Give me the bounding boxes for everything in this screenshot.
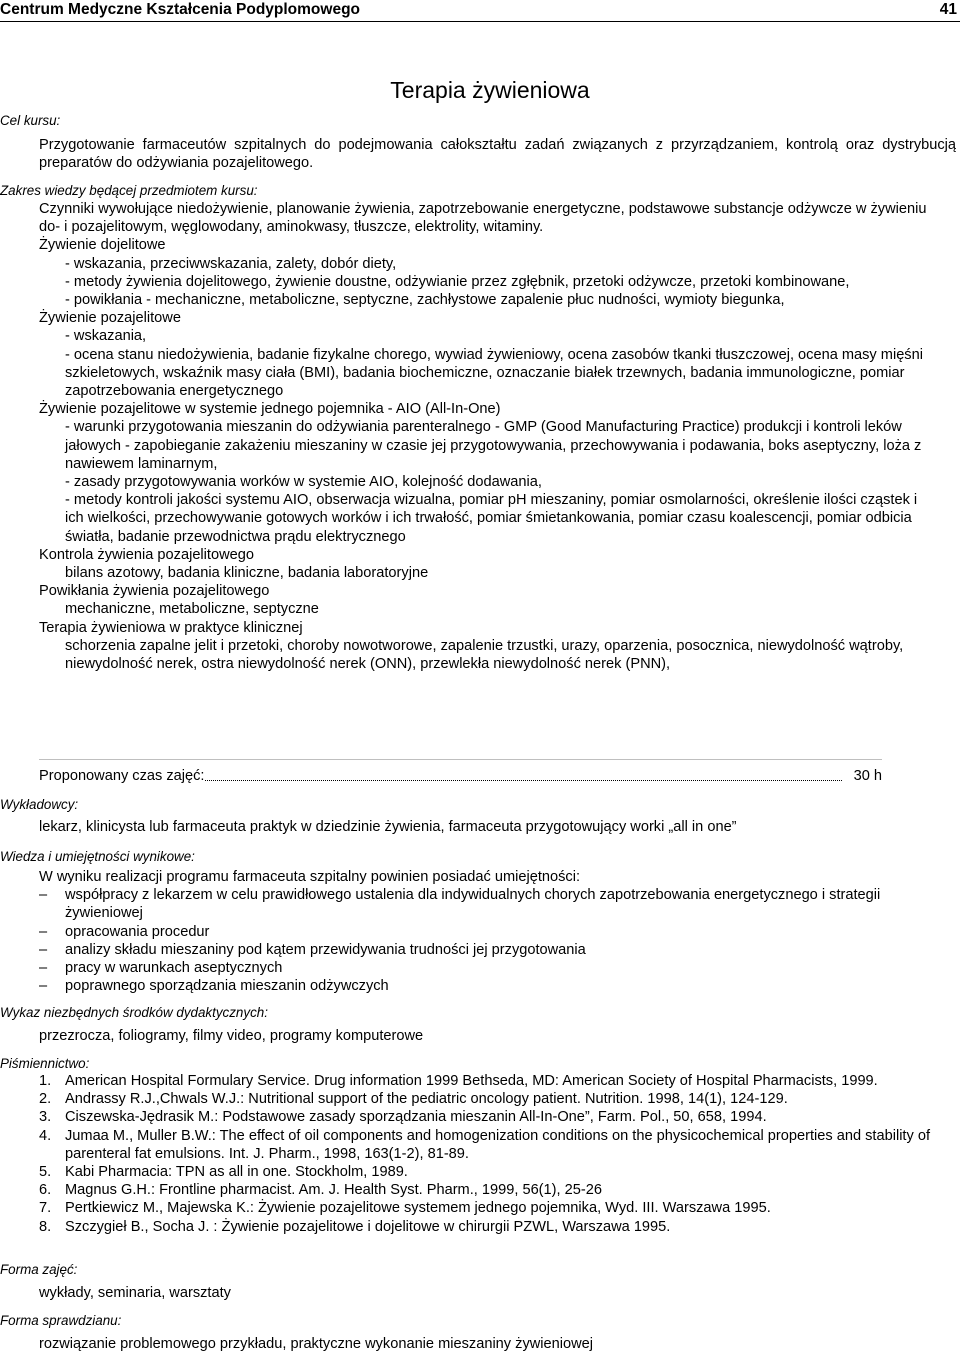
- czas-dot-leader: [189, 780, 842, 781]
- czas-value: 30 h: [853, 768, 882, 784]
- zakres-intro: Czynniki wywołujące niedożywienie, planowanie żywienia, zapotrzebowanie energetyczne, podstawowe substancje odżywcze w żywieniu do- i pozajelitowym, węglowodany, aminokwasy, tłuszcze, elektrolity, witaminy.: [39, 201, 927, 236]
- page-header: [0, 0, 960, 22]
- bibliography-list: [39, 1072, 935, 1236]
- page-number: 41: [939, 1, 957, 18]
- wiedza-item: – poprawnego sporządzania mieszanin odżywczych: [39, 978, 389, 995]
- wiedza-item: – współpracy z lekarzem w celu prawidłowego ustalenia dla indywidualnych chorych zapotrzebowania energetycznego i strategii żywieniowej: [39, 887, 881, 922]
- section-dojelitowe-item: - wskazania, przeciwwskazania, zalety, dobór diety,: [65, 255, 397, 272]
- institution-name: Centrum Medyczne Kształcenia Podyplomowego: [0, 1, 361, 18]
- header-rule: [0, 21, 960, 22]
- section-pozajelitowe-heading: Żywienie pozajelitowe: [39, 310, 181, 327]
- section-kontrola-heading: Kontrola żywienia pozajelitowego: [39, 546, 254, 563]
- cel-label: Cel kursu:: [0, 113, 61, 128]
- section-pozajelitowe-item: - ocena stanu niedożywienia, badanie fizykalne chorego, wywiad żywieniowy, ocena zasobów tkanki tłuszczowej, ocena masy mięśni szkieletowych, wskaźnik masy ciała (BMI), badania biochemiczne, oznaczanie białek trzewnych, badania immunologiczne, pomiar zapotrzebowania energetycznego: [65, 346, 923, 400]
- forma-zajec-text: wykłady, seminaria, warsztaty: [39, 1285, 231, 1301]
- bibliography-item: 2. Andrassy R.J.,Chwals W.J.: Nutritional support of the pediatric oncology patient. Nutrition. 1998, 14(1), 124-129.: [39, 1091, 788, 1108]
- wiedza-item: – analizy składu mieszaniny pod kątem przewidywania trudności jej przygotowania: [39, 941, 586, 958]
- wykladowcy-text: lekarz, klinicysta lub farmaceuta praktyk w dziedzinie żywienia, farmaceuta przygotowujący worki „all in one”: [39, 819, 737, 835]
- pismiennictwo-label: Piśmiennictwo:: [0, 1056, 90, 1071]
- wiedza-item: – pracy w warunkach aseptycznych: [39, 960, 283, 977]
- forma-sprawdzianu-text: rozwiązanie problemowego przykładu, praktyczne wykonanie mieszaniny żywieniowej: [39, 1336, 594, 1352]
- wykaz-text: przezrocza, foliogramy, filmy video, programy komputerowe: [39, 1028, 424, 1044]
- bibliography-item: 7. Pertkiewicz M., Majewska K.: Żywienie pozajelitowe systemem jednego pojemnika, Wyd. III. Warszawa 1995.: [39, 1200, 771, 1217]
- czas-row: [39, 759, 882, 785]
- forma-zajec-label: Forma zajęć:: [0, 1262, 78, 1277]
- wykladowcy-label: Wykładowcy:: [0, 797, 79, 812]
- czas-rule: [39, 759, 882, 760]
- bibliography-item: 6. Magnus G.H.: Frontline pharmacist. Am. J. Health Syst. Pharm., 1999, 56(1), 25-26: [39, 1182, 602, 1199]
- section-dojelitowe-heading: Żywienie dojelitowe: [39, 237, 166, 254]
- course-title: Terapia żywieniowa: [390, 77, 590, 103]
- section-pozajelitowe-item: - wskazania,: [65, 328, 147, 345]
- section-kontrola-item: bilans azotowy, badania kliniczne, badania laboratoryjne: [65, 565, 429, 582]
- wiedza-label: Wiedza i umiejętności wynikowe:: [0, 849, 195, 864]
- cel-text: Przygotowanie farmaceutów szpitalnych do podejmowania całokształtu zadań związanych z przyrządzaniem, kontrolą oraz dystrybucją preparatów do odżywiania pozajelitowego.: [39, 137, 956, 172]
- section-powiklania-heading: Powikłania żywienia pozajelitowego: [39, 583, 270, 600]
- wiedza-intro: W wyniku realizacji programu farmaceuta szpitalny powinien posiadać umiejętności:: [39, 869, 581, 885]
- bibliography-item: 3. Ciszewska-Jędrasik M.: Podstawowe zasady sporządzania mieszanin All-In-One”, Farm. Pol., 50, 658, 1994.: [39, 1109, 767, 1126]
- zakres-label: Zakres wiedzy będącej przedmiotem kursu:: [0, 183, 258, 198]
- section-dojelitowe-item: - powikłania - mechaniczne, metaboliczne, septyczne, zachłystowe zapalenie płuc nudności, wymioty biegunka,: [65, 292, 785, 309]
- bibliography-item: 5. Kabi Pharmacia: TPN as all in one. Stockholm, 1989.: [39, 1164, 408, 1181]
- section-terapia-item: schorzenia zapalne jelit i przetoki, choroby nowotworowe, zapalenie trzustki, urazy, oparzenia, posocznica, niewydolność wątroby, niewydolność nerek, ostra niewydolność nerek (ONN), przewlekła niewydolność nerek (PNN),: [65, 637, 904, 673]
- bibliography-item: 8. Szczygieł B., Socha J. : Żywienie pozajelitowe i dojelitowe w chirurgii PZWL, Warszawa 1995.: [39, 1218, 671, 1235]
- section-powiklania-item: mechaniczne, metaboliczne, septyczne: [65, 601, 319, 618]
- section-aio-heading: Żywienie pozajelitowe w systemie jednego pojemnika - AIO (All-In-One): [39, 401, 501, 418]
- zakres-content: [39, 200, 930, 673]
- wiedza-content: [39, 868, 910, 995]
- section-aio-item: - metody kontroli jakości systemu AIO, obserwacja wizualna, pomiar pH mieszaniny, pomiar osmolarności, określenie ilości cząstek i ich wielkości, przechowywanie gotowych worków i ich trwałość, pomiar śmietankowania, pomiar czasu koalescencji, pomiar odbicia światła, badanie przewodnictwa prądu elektrycznego: [65, 492, 918, 545]
- section-aio-item: - zasady przygotowywania worków w systemie AIO, kolejność dodawania,: [65, 474, 542, 491]
- wykaz-label: Wykaz niezbędnych środków dydaktycznych:: [0, 1005, 268, 1020]
- bibliography-item: 1. American Hospital Formulary Service. Drug information 1999 Bethseda, MD: American Society of Hospital Pharmacists, 1999.: [39, 1073, 878, 1089]
- czas-label: Proponowany czas zajęć:: [39, 768, 205, 784]
- wiedza-item: – opracowania procedur: [39, 923, 210, 940]
- bibliography-item: 4. Jumaa M., Muller B.W.: The effect of oil components and homogenization conditions on the physicochemical properties and stability of parenteral fat emulsions. Int. J. Pharm., 1998, 163(1-2), 81-89.: [39, 1127, 931, 1162]
- forma-sprawdzianu-label: Forma sprawdzianu:: [0, 1313, 122, 1328]
- section-aio-item: - warunki przygotowania mieszanin do odżywiania parenteralnego - GMP (Good Manufacturing Practice) produkcji i kontroli leków jałowych - zapobieganie zakażeniu mieszaniny w czasie jej przygotowywania, przechowywania i podawania, boks aseptyczny, loża z nawiewem laminarnym,: [65, 419, 922, 472]
- section-dojelitowe-item: - metody żywienia dojelitowego, żywienie doustne, odżywianie przez zgłębnik, przetoki odżywcze, przetoki kombinowane,: [65, 273, 850, 290]
- section-terapia-heading: Terapia żywieniowa w praktyce klinicznej: [39, 619, 303, 636]
